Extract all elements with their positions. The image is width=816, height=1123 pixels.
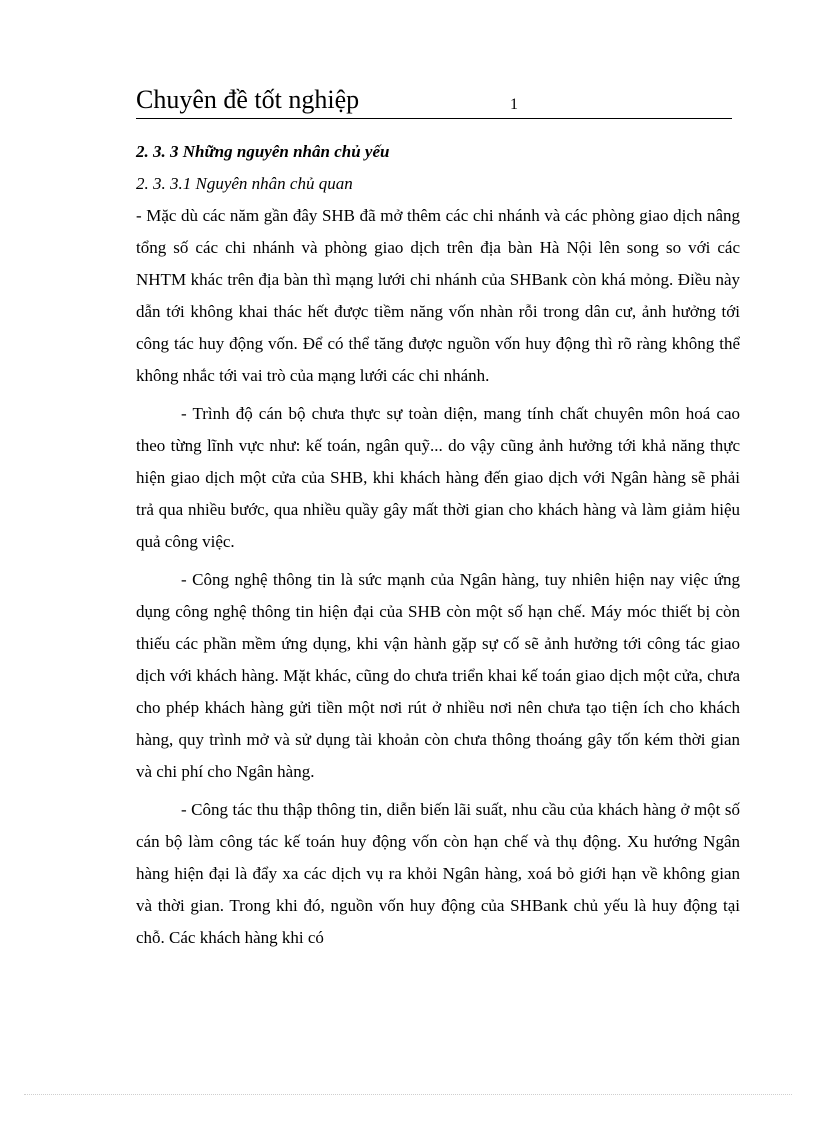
page-bottom-divider bbox=[24, 1094, 792, 1095]
paragraph: - Công nghệ thông tin là sức mạnh của Ngân hàng, tuy nhiên hiện nay việc ứng dụng công nghệ thông tin hiện đại của SHB còn một số hạn chế. Máy móc thiết bị còn thiếu các phần mềm ứng dụng, khi vận hành gặp sự cố sẽ ảnh hưởng tới công tác giao dịch với khách hàng. Mặt khác, cũng do chưa triển khai kế toán giao dịch một cửa, chưa cho phép khách hàng gửi tiền một nơi rút ở nhiều nơi nên chưa tạo tiện ích cho khách hàng, quy trình mở và sử dụng tài khoản còn chưa thông thoáng gây tốn kém thời gian và chi phí cho Ngân hàng. bbox=[136, 570, 740, 781]
paragraph: - Trình độ cán bộ chưa thực sự toàn diện, mang tính chất chuyên môn hoá cao theo từng lĩnh vực như: kế toán, ngân quỹ... do vậy cũng ảnh hưởng tới khả năng thực hiện giao dịch một cửa của SHB, khi khách hàng đến giao dịch với Ngân hàng sẽ phải trả qua nhiều bước, qua nhiều quầy gây mất thời gian cho khách hàng và làm giảm hiệu quả công việc. bbox=[136, 404, 740, 551]
page-header bbox=[136, 82, 732, 119]
document-body bbox=[136, 136, 740, 954]
subsection-heading: 2. 3. 3.1 Nguyên nhân chủ quan bbox=[136, 174, 353, 193]
paragraph: - Mặc dù các năm gần đây SHB đã mở thêm các chi nhánh và các phòng giao dịch nâng tổng số các chi nhánh và phòng giao dịch trên địa bàn Hà Nội lên song so với các NHTM khác trên địa bàn thì mạng lưới chi nhánh của SHBank còn khá mỏng. Điều này dẫn tới không khai thác hết được tiềm năng vốn nhàn rỗi trong dân cư, ảnh hưởng tới công tác huy động vốn. Để có thể tăng được nguồn vốn huy động thì rõ ràng không thể không nhắc tới vai trò của mạng lưới các chi nhánh. bbox=[136, 206, 740, 385]
paragraph: - Công tác thu thập thông tin, diễn biến lãi suất, nhu cầu của khách hàng ở một số cán bộ làm công tác kế toán huy động vốn còn hạn chế và thụ động. Xu hướng Ngân hàng hiện đại là đẩy xa các dịch vụ ra khỏi Ngân hàng, xoá bỏ giới hạn về không gian và thời gian. Trong khi đó, nguồn vốn huy động của SHBank chủ yếu là huy động tại chỗ. Các khách hàng khi có bbox=[136, 800, 740, 947]
document-title: Chuyên đề tốt nghiệp bbox=[136, 85, 360, 114]
page-number: 1 bbox=[510, 96, 518, 113]
section-heading: 2. 3. 3 Những nguyên nhân chủ yếu bbox=[136, 142, 390, 161]
